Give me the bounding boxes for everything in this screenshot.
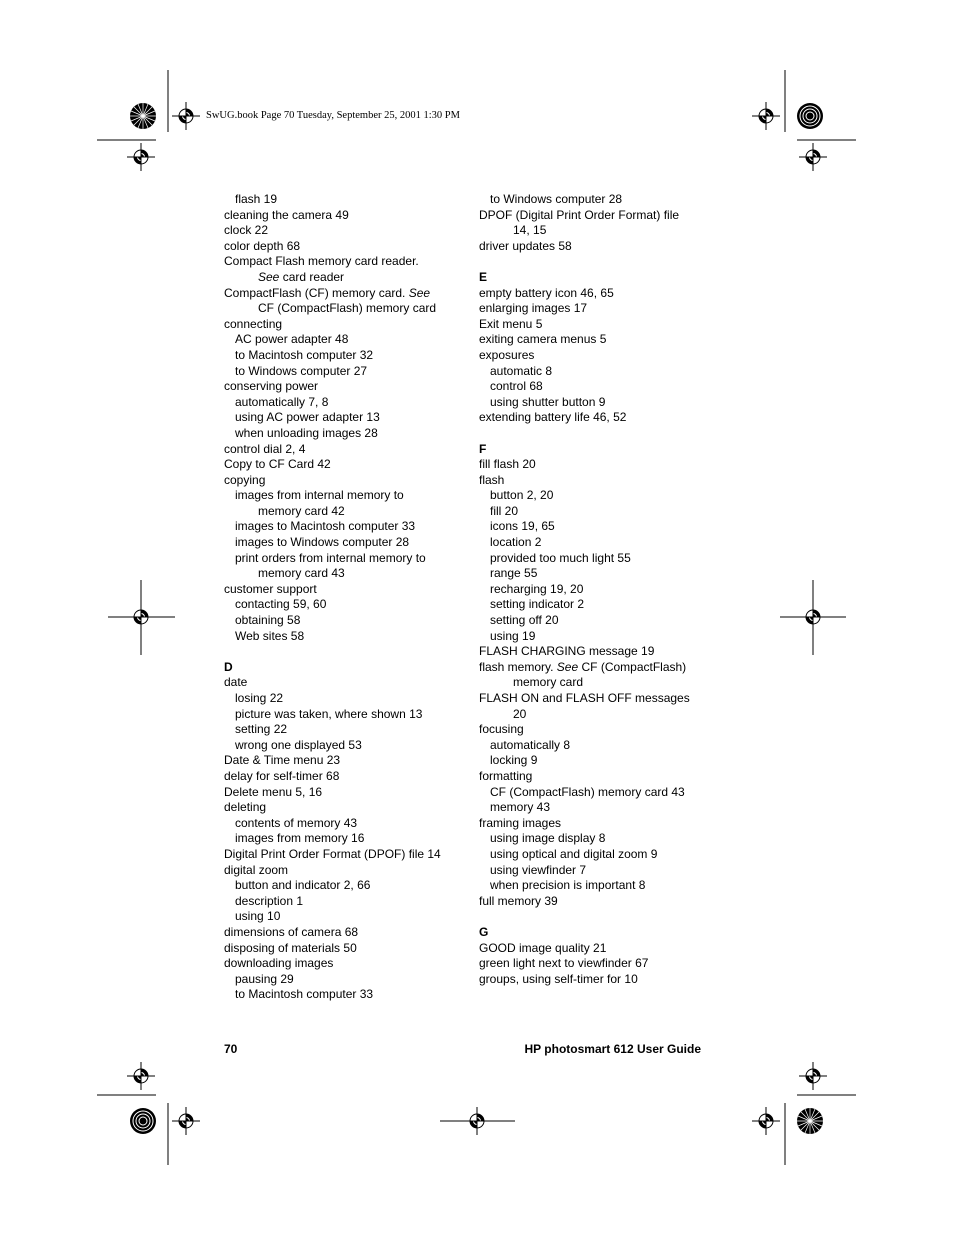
index-entry: DPOF (Digital Print Order Format) file	[479, 207, 680, 222]
index-letter-heading: F	[479, 441, 487, 456]
index-subentry: recharging 19, 20	[490, 581, 584, 596]
index-entry: FLASH CHARGING message 19	[479, 644, 655, 659]
index-subentry: button 2, 20	[490, 488, 554, 503]
crosshair-target-icon	[172, 1107, 200, 1135]
index-continuation: memory card	[513, 675, 584, 690]
index-subentry: print orders from internal memory to	[235, 550, 426, 565]
index-entry: color depth 68	[224, 238, 301, 253]
index-subentry: icons 19, 65	[490, 519, 555, 534]
index-subentry: using image display 8	[490, 831, 606, 846]
index-subentry: automatically 7, 8	[235, 394, 329, 409]
index-subentry: control 68	[490, 379, 543, 394]
index-column-right	[479, 192, 729, 987]
crosshair-target-icon	[127, 143, 155, 171]
index-letter-heading: E	[479, 269, 488, 284]
index-subentry: AC power adapter 48	[235, 332, 349, 347]
index-letter-heading: D	[224, 659, 233, 674]
index-subentry: locking 9	[490, 753, 538, 768]
index-entry: full memory 39	[479, 893, 558, 908]
index-subentry: memory 43	[490, 800, 551, 815]
index-entry: extending battery life 46, 52	[479, 410, 627, 425]
print-slug: SwUG.book Page 70 Tuesday, September 25, 2001 1:30 PM	[206, 110, 460, 121]
index-entry: Digital Print Order Format (DPOF) file 14	[224, 846, 441, 861]
index-subentry: flash 19	[235, 192, 278, 206]
index-subentry: setting 22	[235, 722, 288, 737]
index-subentry: images from memory 16	[235, 831, 365, 846]
index-continuation: 20	[513, 706, 527, 721]
index-entry: downloading images	[224, 956, 334, 971]
index-entry: framing images	[479, 815, 562, 830]
index-entry: exposures	[479, 347, 535, 362]
index-subentry: to Windows computer 28	[490, 192, 623, 206]
index-entry: Copy to CF Card 42	[224, 457, 331, 472]
index-subentry: using optical and digital zoom 9	[490, 846, 658, 861]
starburst-target-icon	[130, 1108, 156, 1134]
index-column-left	[224, 192, 474, 1003]
index-subentry: button and indicator 2, 66	[235, 878, 371, 893]
index-subentry: using AC power adapter 13	[235, 410, 380, 425]
index-entry: Date & Time menu 23	[224, 753, 341, 768]
index-continuation: CF (CompactFlash) memory card	[258, 301, 437, 316]
crosshair-target-icon	[799, 143, 827, 171]
index-subentry: contacting 59, 60	[235, 597, 327, 612]
starburst-target-icon	[130, 103, 156, 129]
index-continuation: memory card 42	[258, 503, 345, 518]
index-entry: customer support	[224, 581, 317, 596]
index-entry: Compact Flash memory card reader.	[224, 254, 419, 269]
crosshair-target-icon	[752, 102, 780, 130]
index-entry: exiting camera menus 5	[479, 332, 607, 347]
index-continuation: memory card 43	[258, 566, 345, 581]
index-entry: formatting	[479, 768, 533, 783]
index-subentry: using viewfinder 7	[490, 862, 587, 877]
index-subentry: wrong one displayed 53	[235, 737, 362, 752]
index-subentry: setting indicator 2	[490, 597, 585, 612]
index-subentry: images to Macintosh computer 33	[235, 519, 416, 534]
index-continuation: 14, 15	[513, 223, 547, 238]
index-subentry: to Windows computer 27	[235, 363, 368, 378]
index-entry: flash memory. See CF (CompactFlash)	[479, 659, 687, 674]
index-subentry: using 19	[490, 628, 536, 643]
index-subentry: automatically 8	[490, 737, 571, 752]
index-spacer	[479, 254, 729, 270]
starburst-target-icon	[797, 1108, 823, 1134]
index-entry: FLASH ON and FLASH OFF messages	[479, 691, 690, 705]
index-spacer	[479, 909, 729, 925]
index-subentry: picture was taken, where shown 13	[235, 706, 423, 721]
index-entry: green light next to viewfinder 67	[479, 956, 649, 971]
index-letter-heading: G	[479, 924, 489, 939]
index-entry: dimensions of camera 68	[224, 924, 359, 939]
index-entry: disposing of materials 50	[224, 940, 357, 955]
index-subentry: to Macintosh computer 32	[235, 347, 374, 362]
index-entry: date	[224, 675, 248, 690]
index-entry: clock 22	[224, 223, 269, 238]
index-entry: digital zoom	[224, 862, 289, 877]
index-subentry: pausing 29	[235, 971, 294, 986]
starburst-target-icon	[797, 103, 823, 129]
crosshair-target-icon	[752, 1107, 780, 1135]
index-entry: focusing	[479, 722, 524, 737]
index-subentry: images to Windows computer 28	[235, 535, 410, 550]
index-entry: connecting	[224, 316, 283, 331]
index-entry: Exit menu 5	[479, 316, 543, 331]
index-entry: deleting	[224, 800, 267, 815]
index-subentry: images from internal memory to	[235, 488, 404, 503]
index-entry: driver updates 58	[479, 238, 572, 253]
index-entry: control dial 2, 4	[224, 441, 306, 456]
index-subentry: Web sites 58	[235, 628, 305, 643]
index-entry: CompactFlash (CF) memory card. See	[224, 285, 431, 300]
index-entry: groups, using self-timer for 10	[479, 971, 638, 986]
index-continuation: See card reader	[258, 269, 345, 284]
index-subentry: fill 20	[490, 503, 519, 518]
index-subentry: contents of memory 43	[235, 815, 358, 830]
crosshair-target-icon	[127, 1062, 155, 1090]
index-subentry: description 1	[235, 893, 304, 908]
crosshair-target-icon	[799, 1062, 827, 1090]
index-subentry: automatic 8	[490, 363, 553, 378]
index-spacer	[479, 426, 729, 442]
index-subentry: setting off 20	[490, 613, 559, 628]
index-entry: conserving power	[224, 379, 319, 394]
index-subentry: location 2	[490, 535, 542, 550]
index-subentry: CF (CompactFlash) memory card 43	[490, 784, 685, 799]
book-title: HP photosmart 612 User Guide	[524, 1042, 701, 1056]
index-subentry: range 55	[490, 566, 538, 581]
index-subentry: using 10	[235, 909, 281, 924]
index-subentry: obtaining 58	[235, 613, 301, 628]
index-subentry: when unloading images 28	[235, 425, 378, 440]
index-entry: enlarging images 17	[479, 301, 588, 316]
page-number: 70	[224, 1042, 238, 1056]
crosshair-target-icon	[172, 102, 200, 130]
index-entry: GOOD image quality 21	[479, 940, 607, 955]
index-entry: cleaning the camera 49	[224, 207, 349, 222]
index-subentry: using shutter button 9	[490, 394, 606, 409]
index-subentry: when precision is important 8	[490, 878, 646, 893]
index-spacer	[224, 644, 474, 660]
index-entry: Delete menu 5, 16	[224, 784, 323, 799]
index-entry: empty battery icon 46, 65	[479, 285, 614, 300]
index-entry: flash	[479, 472, 505, 487]
index-subentry: provided too much light 55	[490, 550, 631, 565]
index-subentry: losing 22	[235, 691, 284, 705]
index-subentry: to Macintosh computer 33	[235, 987, 374, 1002]
index-entry: delay for self-timer 68	[224, 768, 340, 783]
index-entry: fill flash 20	[479, 457, 536, 472]
index-entry: copying	[224, 472, 266, 487]
